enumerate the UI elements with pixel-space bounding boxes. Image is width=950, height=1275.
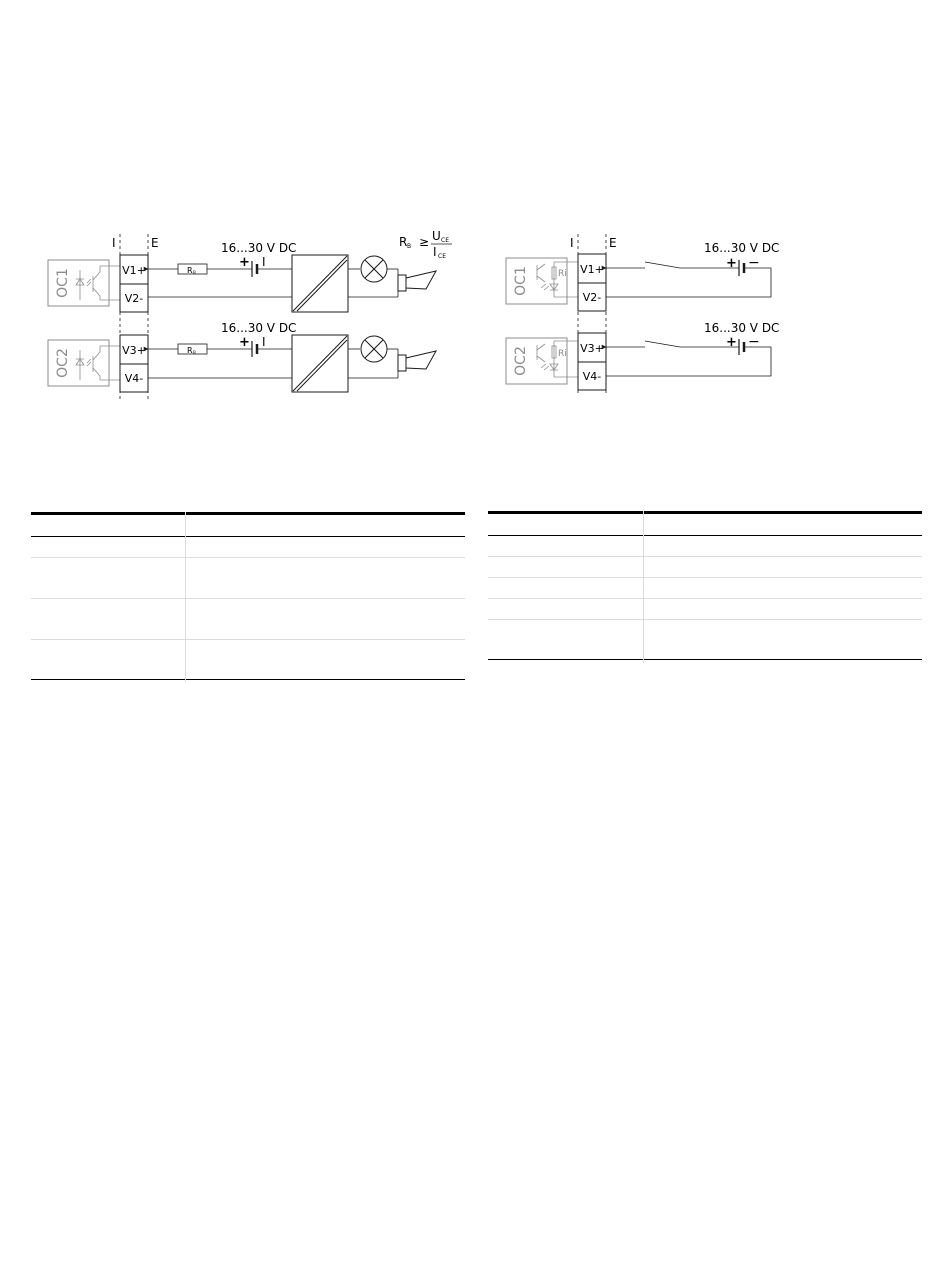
horn-icon [398, 351, 436, 371]
resistor-sub: B [193, 270, 196, 275]
formula-den-sub: CE [438, 253, 446, 260]
rb-formula [399, 229, 452, 260]
oc-label: OC2 [55, 348, 71, 378]
optocoupler-ri-icon [537, 341, 578, 377]
table-row-rule [31, 639, 465, 640]
table-header-rule [31, 536, 465, 537]
table-row-rule [31, 598, 465, 599]
left-channel-1 [48, 241, 436, 312]
label-external: E [609, 236, 617, 250]
lamp-icon [361, 336, 387, 362]
resistor-label: R [187, 266, 193, 275]
resistor-label: R [187, 346, 193, 355]
label-internal: I [570, 236, 574, 250]
converter-box-icon [292, 335, 348, 392]
formula-num-sub: CE [441, 237, 449, 244]
ri-label: Ri [558, 269, 567, 279]
converter-box-icon [292, 255, 348, 312]
plus-sign: + [239, 335, 250, 350]
minus-sign: − [748, 255, 760, 271]
resistor-sub: B [193, 350, 196, 355]
table-row-rule [488, 598, 922, 599]
oc-label: OC1 [55, 268, 71, 298]
plus-sign: + [239, 255, 250, 270]
optocoupler-ri-icon [537, 262, 578, 297]
right-channel-2 [506, 321, 779, 390]
minus-sign: I [262, 335, 266, 349]
left-channel-2 [48, 321, 436, 392]
terminal-v3-plus: V3+ [580, 342, 604, 355]
terminal-v2-minus: V2- [582, 291, 602, 304]
table-row-rule [488, 577, 922, 578]
switch-icon [645, 262, 680, 268]
ri-label: Ri [558, 349, 567, 359]
oc-label: OC2 [513, 346, 529, 376]
right-channel-1 [506, 241, 779, 311]
right-wiring-diagram [506, 234, 779, 395]
wiring-diagrams [0, 0, 950, 420]
switch-icon [645, 341, 680, 347]
left-wiring-diagram [48, 229, 452, 400]
table-column-divider [643, 511, 644, 663]
formula-ge: ≥ [419, 235, 430, 249]
formula-r: R [399, 235, 408, 249]
table-row-rule [31, 557, 465, 558]
terminal-v4-minus: V4- [582, 370, 602, 383]
table-bottom-rule [488, 659, 922, 660]
horn-icon [398, 271, 436, 291]
formula-den: I [433, 245, 437, 259]
left-table [31, 512, 465, 682]
terminal-v1-plus: V1+ [122, 264, 146, 277]
terminal-v2-minus: V2- [124, 292, 144, 305]
right-table [488, 511, 922, 663]
formula-r-sub: B [407, 243, 412, 250]
label-external: E [151, 236, 159, 250]
plus-sign: + [726, 256, 737, 271]
optocoupler-icon [76, 266, 120, 300]
plus-sign: + [726, 335, 737, 350]
terminal-v4-minus: V4- [124, 372, 144, 385]
terminal-v3-plus: V3+ [122, 344, 146, 357]
supply-voltage: 16...30 V DC [704, 321, 780, 335]
table-top-rule [488, 511, 922, 514]
table-row-rule [488, 619, 922, 620]
lamp-icon [361, 256, 387, 282]
table-bottom-rule [31, 679, 465, 680]
table-column-divider [185, 512, 186, 682]
label-internal: I [112, 236, 116, 250]
table-header-rule [488, 535, 922, 536]
minus-sign: − [748, 334, 760, 350]
supply-voltage: 16...30 V DC [221, 241, 297, 255]
minus-sign: I [262, 255, 266, 269]
table-row-rule [488, 556, 922, 557]
formula-num: U [432, 229, 441, 243]
table-top-rule [31, 512, 465, 515]
oc-label: OC1 [513, 266, 529, 296]
terminal-v1-plus: V1+ [580, 263, 604, 276]
supply-voltage: 16...30 V DC [704, 241, 780, 255]
optocoupler-icon [76, 346, 120, 380]
supply-voltage: 16...30 V DC [221, 321, 297, 335]
